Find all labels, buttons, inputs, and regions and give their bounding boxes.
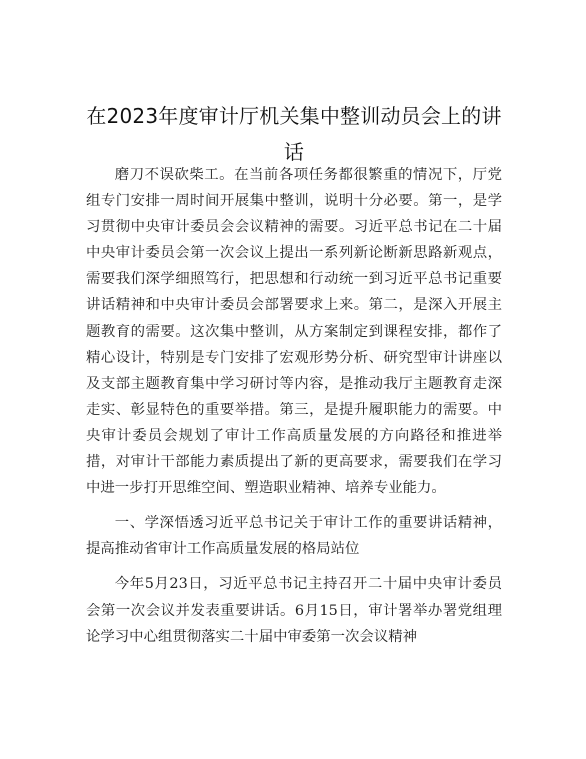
document-body bbox=[86, 162, 502, 650]
paragraph: 磨刀不误砍柴工。在当前各项任务都很繁重的情况下，厅党组专门安排一周时间开展集中整训，说明十分必要。第一，是学习贯彻中央审计委员会会议精神的需要。习近平总书记在二十届中央审计委员会第一次会议上提出一系列新论断新思路新观点，需要我们深学细照笃行，把思想和行动统一到习近平总书记重要讲话精神和中央审计委员会部署要求上来。第二，是深入开展主题教育的需要。这次集中整训，从方案制定到课程安排，都作了精心设计，特别是专门安排了宏观形势分析、研究型审计讲座以及支部主题教育集中学习研讨等内容，是推动我厅主题教育走深走实、彰显特色的重要举措。第三，是提升履职能力的需要。中央审计委员会规划了审计工作高质量发展的方向路径和推进举措，对审计干部能力素质提出了新的更高要求，需要我们在学习中进一步打开思维空间、塑造职业精神、培养专业能力。 bbox=[86, 167, 502, 497]
paragraph: 今年5月23日，习近平总书记主持召开二十届中央审计委员会第一次会议并发表重要讲话。6月15日，审计署举办署党组理论学习中心组贯彻落实二十届中审委第一次会议精神 bbox=[86, 576, 502, 645]
section-heading: 一、学深悟透习近平总书记关于审计工作的重要讲话精神，提高推动省审计工作高质量发展的格局站位 bbox=[86, 515, 502, 558]
document-title: 在2023年度审计厅机关集中整训动员会上的讲话 bbox=[86, 104, 502, 164]
